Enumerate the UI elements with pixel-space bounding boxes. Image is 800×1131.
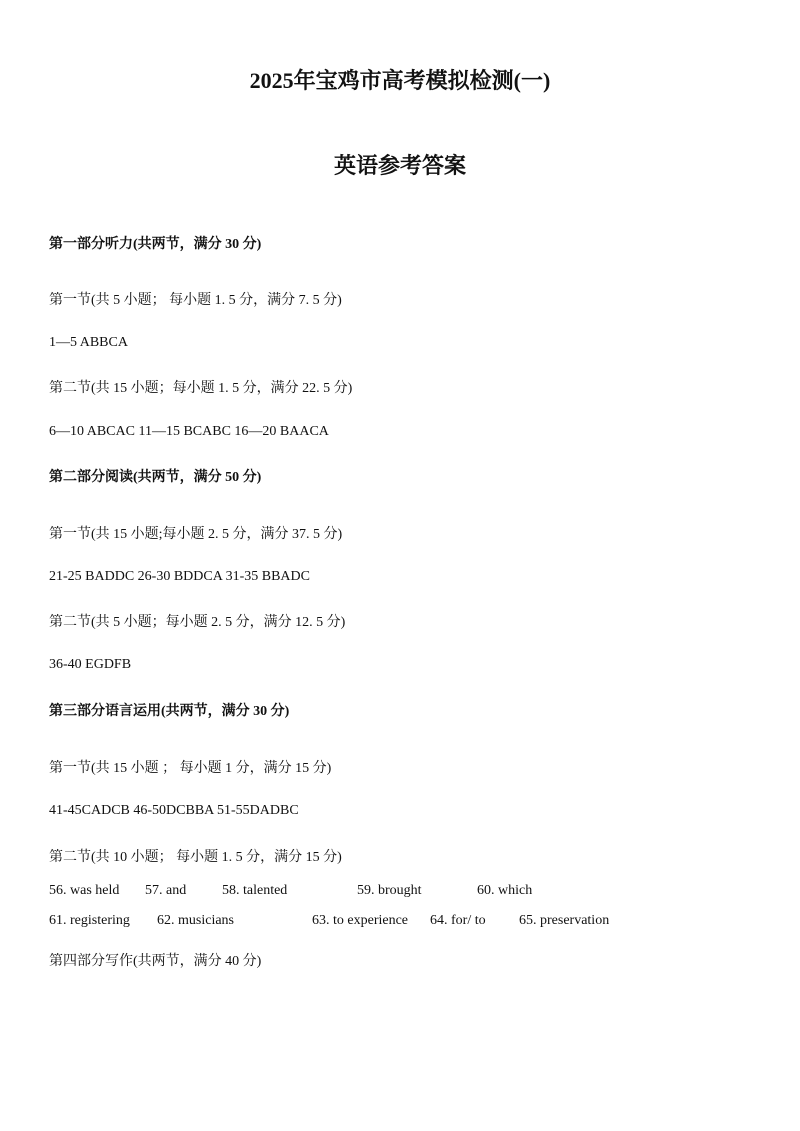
answer-57: 57. and bbox=[145, 883, 187, 898]
part2-section2-heading: 第二节(共 5 小题；每小题 2. 5 分，满分 12. 5 分) bbox=[49, 615, 346, 630]
part1-section1-heading: 第一节(共 5 小题； 每小题 1. 5 分，满分 7. 5 分) bbox=[49, 293, 342, 308]
part4-heading: 第四部分写作(共两节，满分 40 分) bbox=[49, 954, 262, 969]
part1-section2-answers: 6—10 ABCAC 11—15 BCABC 16—20 BAACA bbox=[49, 424, 329, 439]
answer-64: 64. for/ to bbox=[430, 913, 486, 928]
part1-section2-heading: 第二节(共 15 小题；每小题 1. 5 分，满分 22. 5 分) bbox=[49, 381, 353, 396]
part3-section1-answers: 41-45CADCB 46-50DCBBA 51-55DADBC bbox=[49, 803, 299, 818]
answer-65: 65. preservation bbox=[519, 913, 610, 928]
document-subtitle: 英语参考答案 bbox=[333, 153, 466, 178]
part3-section1-heading: 第一节(共 15 小题 ； 每小题 1 分，满分 15 分) bbox=[49, 761, 332, 776]
part3-section2-heading: 第二节(共 10 小题； 每小题 1. 5 分，满分 15 分) bbox=[49, 850, 342, 865]
answer-60: 60. which bbox=[477, 883, 533, 898]
answer-59: 59. brought bbox=[357, 883, 422, 898]
answer-63: 63. to experience bbox=[312, 913, 409, 928]
part2-section1-answers: 21-25 BADDC 26-30 BDDCA 31-35 BBADC bbox=[49, 569, 310, 584]
answer-62: 62. musicians bbox=[157, 913, 234, 928]
part2-section2-answers: 36-40 EGDFB bbox=[49, 657, 132, 672]
part3-heading: 第三部分语言运用(共两节，满分 30 分) bbox=[49, 704, 290, 719]
part2-heading: 第二部分阅读(共两节，满分 50 分) bbox=[49, 470, 262, 485]
answer-56: 56. was held bbox=[49, 883, 120, 898]
answer-61: 61. registering bbox=[49, 913, 130, 928]
part2-section1-heading: 第一节(共 15 小题;每小题 2. 5 分，满分 37. 5 分) bbox=[49, 527, 343, 542]
part1-heading: 第一部分听力(共两节，满分 30 分) bbox=[49, 237, 262, 252]
answer-58: 58. talented bbox=[222, 883, 288, 898]
part1-section1-answers: 1—5 ABBCA bbox=[49, 335, 128, 350]
document-title: 2025年宝鸡市高考模拟检测(一) bbox=[249, 68, 551, 93]
